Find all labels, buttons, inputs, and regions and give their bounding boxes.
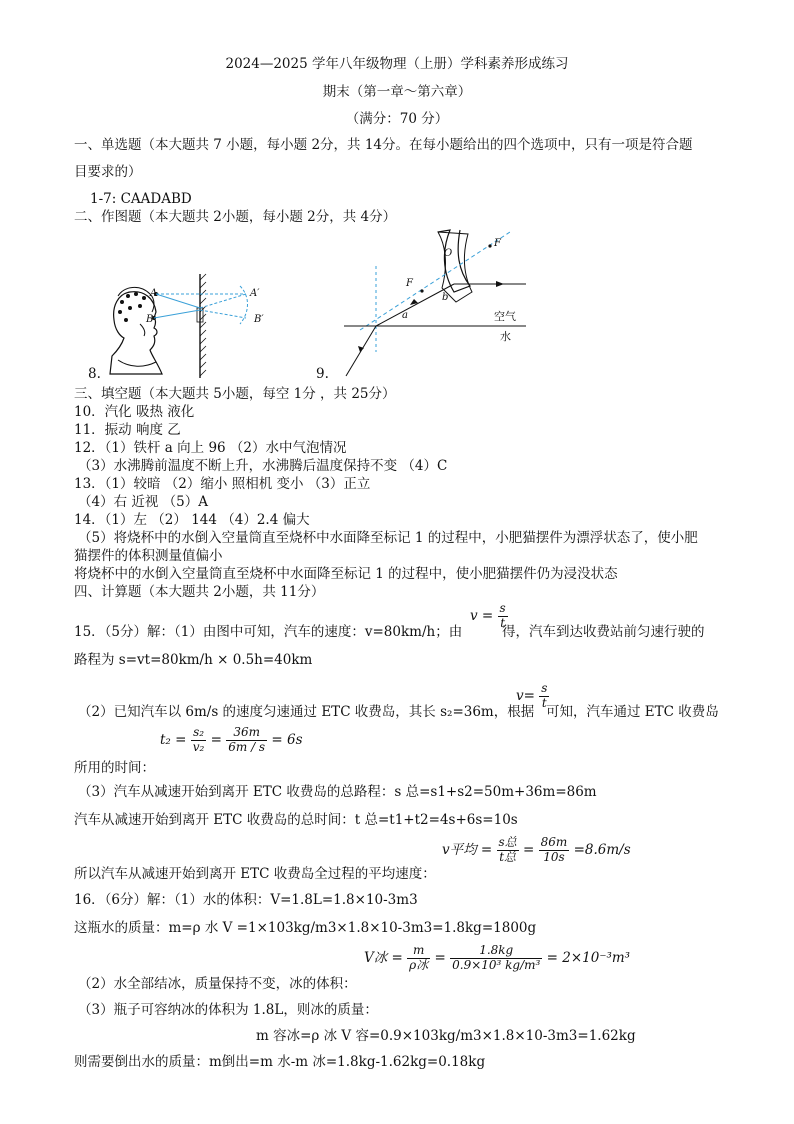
figure-8-mirror [100,272,290,380]
q15-time-label: 所用的时间： [74,760,155,776]
q16-pour-out: 则需要倒出水的质量：m倒出=m 水-m 冰=1.8kg-1.62kg=0.18kg [74,1054,486,1070]
q16-volume: 16．（6分）解：（1）水的体积：V=1.8L=1.8×10-3m3 [74,892,418,908]
svg-text:空气: 空气 [494,310,516,323]
q16-mass: 这瓶水的质量：m=ρ 水 V =1×103kg/m3×1.8×10-3m3=1.8kg=1800g [74,920,537,936]
q16-part2: （2）水全部结冰，质量保持不变，冰的体积： [78,976,357,992]
q15-part1-cont: 得，汽车到达收费站前匀速行驶的 [502,624,705,640]
fill-answer-line: （5）将烧杯中的水倒入空量筒直至烧杯中水面降至标记 1 的过程中，小肥猫摆件为漂浮状态了，使小肥 [78,530,698,546]
svg-text:b: b [442,292,449,303]
formula-v-ice: V冰 = $\frac{m}{\text{ρ冰}}$ = $\frac{1.8kg}{\text{0.9×10³ kg/m³}}$ = 2×10⁻³m³ [364,943,631,972]
svg-text:F: F [494,238,501,249]
page-title: 2024—2025 学年八年级物理（上册）学科素养形成练习 [225,56,569,72]
fill-answer-line: （3）水沸腾前温度不断上升，水沸腾后温度保持不变 （4）C [78,458,448,474]
mcq-answers: 1-7: CAADABD [90,191,192,207]
svg-text:a: a [402,310,408,321]
q15-avg-speed-label: 所以汽车从减速开始到离开 ETC 收费岛全过程的平均速度： [74,866,436,882]
svg-text:F: F [406,278,413,289]
svg-text:O: O [444,248,453,259]
q15-distance: 路程为 s=vt=80km/h × 0.5h=40km [74,652,313,668]
section4-heading: 四、计算题（本大题共 2小题，共 11分） [74,584,325,600]
fill-answer-line: 12．（1）铁杆 a 向上 96 （2）水中气泡情况 [74,440,347,456]
q15-total-time: 汽车从减速开始到离开 ETC 收费岛的总时间：t 总=t1+t2=4s+6s=10s [74,812,518,828]
section1-heading-cont: 目要求的） [74,164,142,180]
q8-label: 8. [88,366,101,382]
formula-v-avg: v平均 = $\frac{\text{s总}}{\text{t总}}$ = $\frac{86m}{10s}$ =8.6m/s [442,835,631,864]
q15-part2: （2）已知汽车以 6m/s 的速度匀速通过 ETC 收费岛，其长 s₂=36m，根据 [78,704,535,720]
section1-heading: 一、单选题（本大题共 7 小题，每小题 2分，共 14分。在每小题给出的四个选项中，只有一项是符合题 [74,137,693,153]
full-score: （满分：70 分） [345,111,449,127]
fill-answer-line: 13．（1）较暗 （2）缩小 照相机 变小 （3）正立 [74,476,371,492]
section2-heading: 二、作图题（本大题共 2小题，每小题 2分，共 4分） [74,209,397,225]
q15-part2-cont: 可知，汽车通过 ETC 收费岛 [546,704,719,720]
fill-answer-line: 10．汽化 吸热 液化 [74,404,195,420]
svg-text:水: 水 [500,330,511,343]
formula-v-s-t: v = $\frac{s}{t}$ [470,601,506,630]
q9-label: 9. [316,366,329,382]
page-subtitle: 期末（第一章～第六章） [322,84,472,100]
fill-answer-line: 11．振动 响度 乙 [74,422,181,438]
formula-t2: t₂ = $\frac{\text{s₂}}{\text{v₂}}$ = $\frac{36m}{6m / s}$ = 6s [160,725,303,754]
formula-v-s-t-2: v= $\frac{s}{t}$ [516,681,548,710]
figure-9-lens [330,226,550,378]
svg-text:A: A [150,288,158,299]
svg-text:B: B [146,314,154,325]
svg-text:A′: A′ [250,288,260,299]
fill-answer-line: （4）右 近视 （5）A [78,494,209,510]
fill-answer-line: 将烧杯中的水倒入空量筒直至烧杯中水面降至标记 1 的过程中，使小肥猫摆件仍为浸没状态 [74,566,618,582]
concave-lens-icon [438,230,470,292]
section3-heading: 三、填空题（本大题共 5小题，每空 1分 ，共 25分） [74,386,396,402]
fill-answer-line: 猫摆件的体积测量值偏小 [74,548,223,564]
svg-text:B′: B′ [254,314,264,325]
q16-ice-mass: m 容冰=ρ 冰 V 容=0.9×103kg/m3×1.8×10-3m3=1.62kg [256,1028,636,1044]
q15-total-distance: （3）汽车从减速开始到离开 ETC 收费岛的总路程：s 总=s1+s2=50m+36m=86m [78,784,597,800]
q15-part1: 15．（5分）解：（1）由图中可知，汽车的速度：v=80km/h；由 [74,624,463,640]
q16-part3: （3）瓶子可容纳冰的体积为 1.8L，则冰的质量： [78,1002,378,1018]
fill-answer-line: 14．（1）左 （2） 144 （4）2.4 偏大 [74,512,310,528]
